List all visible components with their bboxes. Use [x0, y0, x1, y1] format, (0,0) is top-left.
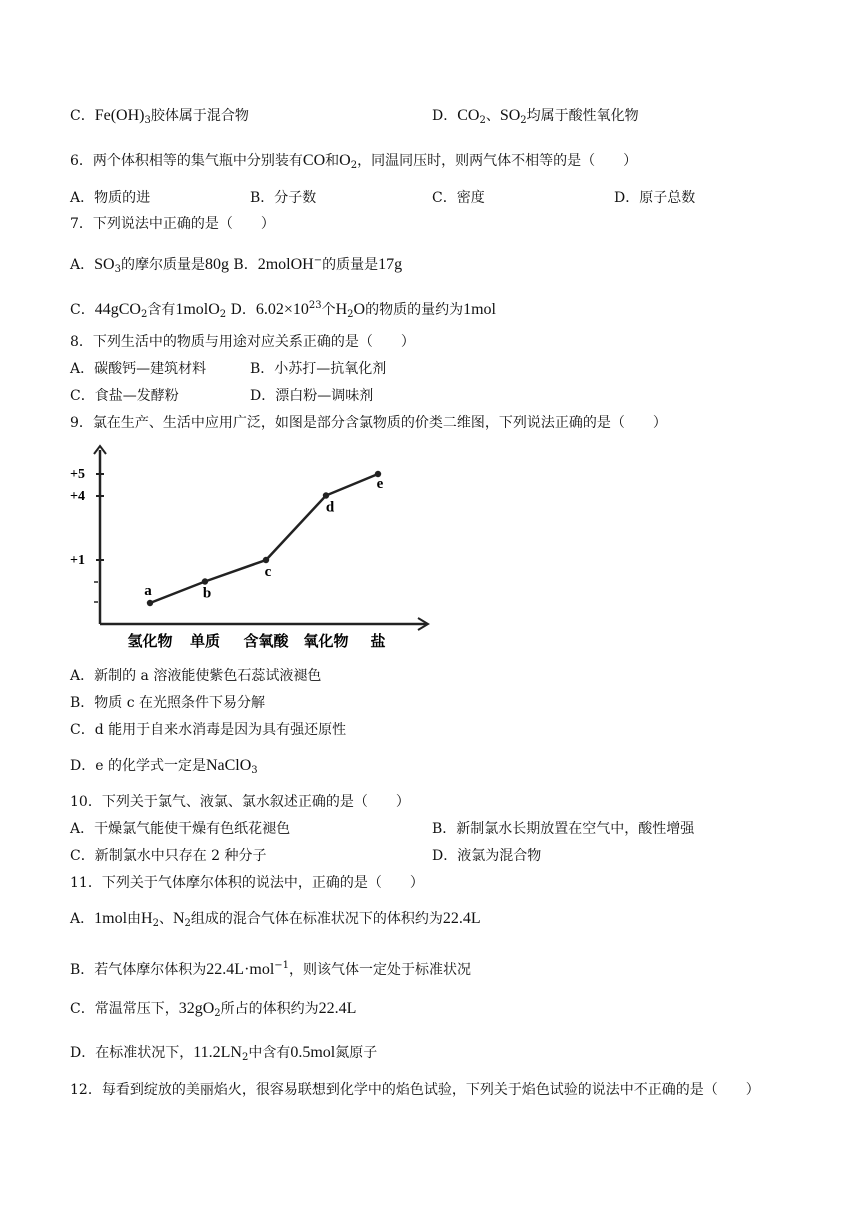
data-point [147, 600, 153, 606]
q5-option-d: D．$CO_2$、$SO_2$均属于酸性氧化物 [432, 107, 639, 126]
q8-option-b: B．小苏打—抗氧化剂 [250, 361, 387, 377]
q6-option-d: D．原子总数 [614, 190, 696, 206]
y-tick-label: +4 [70, 489, 85, 504]
y-tick-label: +1 [70, 553, 85, 568]
q9-option-a: A．新制的 a 溶液能使紫色石蕊试液褪色 [70, 668, 322, 684]
q7-options-ab: A．$SO_3$的摩尔质量是80g B．2molOH−的质量是17g [70, 255, 403, 275]
q6-option-c: C．密度 [432, 190, 485, 206]
q10-option-d: D．液氯为混合物 [432, 848, 542, 864]
series-line [150, 474, 378, 603]
q7-options-cd: C．44gCO$_2$含有1molO$_2$ D．$6.02\times 10^{23}$个$H_2O$的物质的量约为1mol [70, 300, 496, 320]
q11-stem: 11．下列关于气体摩尔体积的说法中，正确的是（ ） [70, 875, 424, 891]
q10-stem: 10．下列关于氯气、液氯、氯水叙述正确的是（ ） [70, 794, 410, 810]
q7-stem: 7．下列说法中正确的是（ ） [70, 216, 275, 232]
q9-option-d: D．e 的化学式一定是NaClO$_3$ [70, 757, 258, 776]
q9-stem: 9．氯在生产、生活中应用广泛，如图是部分含氯物质的价类二维图，下列说法正确的是（ ） [70, 415, 667, 431]
point-label: c [264, 564, 272, 580]
q5-option-c: C．$Fe(OH)_3$胶体属于混合物 [70, 107, 249, 126]
valence-class-chart [64, 440, 436, 656]
q10-option-b: B．新制氯水长期放置在空气中，酸性增强 [432, 821, 695, 837]
q11-option-a: A．1mol由$H_2$、$N_2$组成的混合气体在标准状况下的体积约为22.4L [70, 910, 481, 929]
q9-option-c: C．d 能用于自来水消毒是因为具有强还原性 [70, 722, 347, 738]
data-point [263, 557, 269, 563]
q10-option-a: A．干燥氯气能使干燥有色纸花褪色 [70, 821, 291, 837]
q11-option-c: C．常温常压下，$32gO_2$所占的体积约为22.4L [70, 1000, 357, 1019]
x-category-label: 盐 [370, 632, 386, 650]
q6-option-a: A．物质的进 [70, 190, 151, 206]
x-category-label: 含氧酸 [243, 632, 289, 650]
q6-stem: 6．两个体积相等的集气瓶中分别装有CO和$O_2$，同温同压时，则两气体不相等的是（ ） [70, 152, 638, 171]
data-point [323, 492, 329, 498]
q11-option-b: B．若气体摩尔体积为22.4L·mol$^{-1}$，则该气体一定处于标准状况 [70, 960, 472, 978]
point-label: e [376, 476, 384, 492]
q10-option-c: C．新制氯水中只存在 2 种分子 [70, 848, 267, 864]
q8-option-d: D．漂白粉—调味剂 [250, 388, 374, 404]
point-label: d [325, 499, 335, 516]
y-tick-label: +5 [70, 467, 85, 482]
x-category-label: 氧化物 [303, 632, 349, 650]
q8-option-a: A．碳酸钙—建筑材料 [70, 361, 207, 377]
q9-option-b: B．物质 c 在光照条件下易分解 [70, 695, 266, 711]
x-category-label: 氢化物 [127, 632, 173, 650]
q8-stem: 8．下列生活中的物质与用途对应关系正确的是（ ） [70, 334, 415, 350]
q8-option-c: C．食盐—发酵粉 [70, 388, 179, 404]
data-point [202, 578, 208, 584]
q12-stem: 12．每看到绽放的美丽焰火，很容易联想到化学中的焰色试验，下列关于焰色试验的说法中不正确的是（ ） [70, 1082, 760, 1098]
point-label: a [144, 583, 152, 599]
formula: Fe(OH) [94, 107, 145, 124]
point-label: b [202, 585, 212, 602]
q11-option-d: D．在标准状况下，$11.2LN_2$中含有0.5mol氮原子 [70, 1044, 378, 1063]
x-category-label: 单质 [189, 632, 221, 650]
q6-option-b: B．分子数 [250, 190, 317, 206]
